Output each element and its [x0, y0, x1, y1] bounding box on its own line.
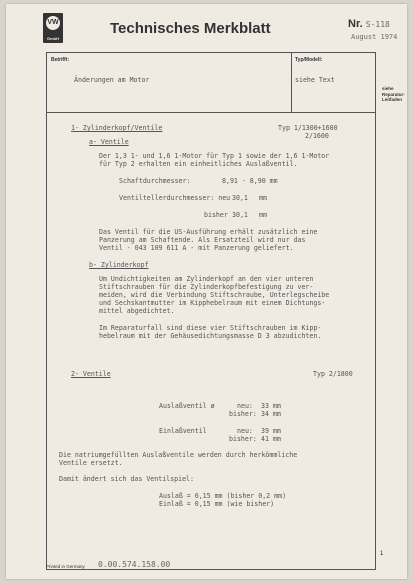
subsection-b-heading: b- Zylinderkopf: [89, 261, 149, 269]
para-6: Damit ändert sich das Ventilspiel:: [59, 475, 194, 483]
para-4-line-1: Im Reparaturfall sind diese vier Stiftschrauben im Kipp-: [99, 324, 322, 332]
typ-modell-value: siehe Text: [295, 76, 335, 84]
shaft-diameter-label: Schaftdurchmesser:: [119, 177, 191, 185]
section-2-heading: 2- Ventile: [71, 370, 111, 378]
para-5-line-2: Ventile ersetzt.: [59, 459, 123, 467]
para-3-line-2: Stiftschrauben für die Zylinderkopfbefestigung zu ver-: [99, 283, 314, 291]
shaft-diameter-value: 8,91 - 8,90 mm: [222, 177, 278, 185]
para-1-line-1: Der 1,3 1- und 1,6 1-Motor für Typ 1 sowie der 1,6 1-Motor: [99, 152, 330, 160]
vw-logo-circle: VW: [45, 15, 61, 31]
para-1-line-2: für Typ 2 erhalten ein einheitliches Auslaßventil.: [99, 160, 298, 168]
betrifft-value: Änderungen am Motor: [74, 76, 150, 84]
intake-old-label: bisher:: [229, 435, 257, 443]
number-value: S-118: [365, 20, 390, 29]
para-2-line-2: Panzerung am Schaftende. Als Ersatzteil wird nur das: [99, 236, 306, 244]
page-title: Technisches Merkblatt: [110, 20, 271, 37]
section-1-heading: 1- Zylinderkopf/Ventile: [71, 124, 163, 132]
header-divider-vertical: [291, 53, 292, 112]
para-2-line-1: Das Ventil für die US-Ausführung erhält zusätzlich eine: [99, 228, 318, 236]
para-3-line-5: mittel abgedichtet.: [99, 307, 175, 315]
section-1-typ-line-1: Typ 1/1300+1600: [278, 124, 338, 132]
para-4-line-2: hebelraum mit der Gehäusedichtungsmasse D 3 abzudichten.: [99, 332, 322, 340]
exhaust-new-label: neu:: [237, 402, 253, 410]
clearance-exhaust: Auslaß = 0,15 mm (bisher 0,2 mm): [159, 492, 287, 500]
content-frame: [46, 52, 384, 570]
clearance-intake: Einlaß = 0,15 mm (wie bisher): [159, 500, 275, 508]
intake-new-label: neu:: [237, 427, 253, 435]
typ-modell-label: Typ/Modell:: [295, 57, 323, 63]
printed-note: Printed in Germany: [46, 564, 85, 569]
intake-valve-label: Einlaßventil: [159, 427, 207, 435]
document-number: [348, 18, 390, 30]
page-number: 1: [380, 551, 384, 557]
exhaust-old-value: 34 mm: [261, 410, 281, 418]
exhaust-valve-label: Auslaßventil ø: [159, 402, 215, 410]
document-page: [6, 4, 407, 579]
plate-diameter-label: Ventiltellerdurchmesser: neu: [119, 194, 231, 202]
vw-logo: [43, 13, 63, 43]
section-1-typ-line-2: 2/1600: [305, 132, 329, 140]
plate-diameter-new: 30,1: [232, 194, 248, 202]
intake-old-value: 41 mm: [261, 435, 281, 443]
plate-diameter-old: 30,1: [232, 211, 248, 219]
footer-part-number: 0.00.574.158.00: [98, 560, 171, 569]
side-note-line-3: Leitfaden: [382, 97, 403, 102]
side-note-line-1: siehe: [382, 86, 394, 91]
exhaust-old-label: bisher:: [229, 410, 257, 418]
document-header: [6, 4, 407, 52]
document-date: August 1974: [351, 33, 398, 41]
plate-diameter-old-label: bisher: [204, 211, 228, 219]
side-note: [382, 86, 405, 103]
para-3-line-1: Um Undichtigkeiten am Zylinderkopf an den vier unteren: [99, 275, 314, 283]
para-3-line-4: und Sechskantmutter im Kipphebelraum mit einem Dichtungs-: [99, 299, 326, 307]
intake-new-value: 39 mm: [261, 427, 281, 435]
para-2-line-3: Ventil - 043 109 611 A - mit Panzerung geliefert.: [99, 244, 294, 252]
exhaust-new-value: 33 mm: [261, 402, 281, 410]
para-3-line-3: meiden, wird die Verbindung Stiftschraube, Unterlegscheibe: [99, 291, 330, 299]
subsection-a-heading: a- Ventile: [89, 138, 129, 146]
betrifft-label: Betrifft:: [51, 57, 70, 63]
para-5-line-1: Die natriumgefüllten Auslaßventile werden durch herkömmliche: [59, 451, 298, 459]
plate-diameter-old-unit: mm: [259, 211, 267, 219]
header-divider-horizontal: [47, 112, 375, 113]
side-note-line-2: Reparatur-: [382, 91, 405, 97]
section-2-typ: Typ 2/1800: [313, 370, 353, 378]
number-label: Nr.: [348, 18, 363, 30]
vw-logo-subtext: GmbH: [47, 36, 59, 41]
plate-diameter-new-unit: mm: [259, 194, 267, 202]
